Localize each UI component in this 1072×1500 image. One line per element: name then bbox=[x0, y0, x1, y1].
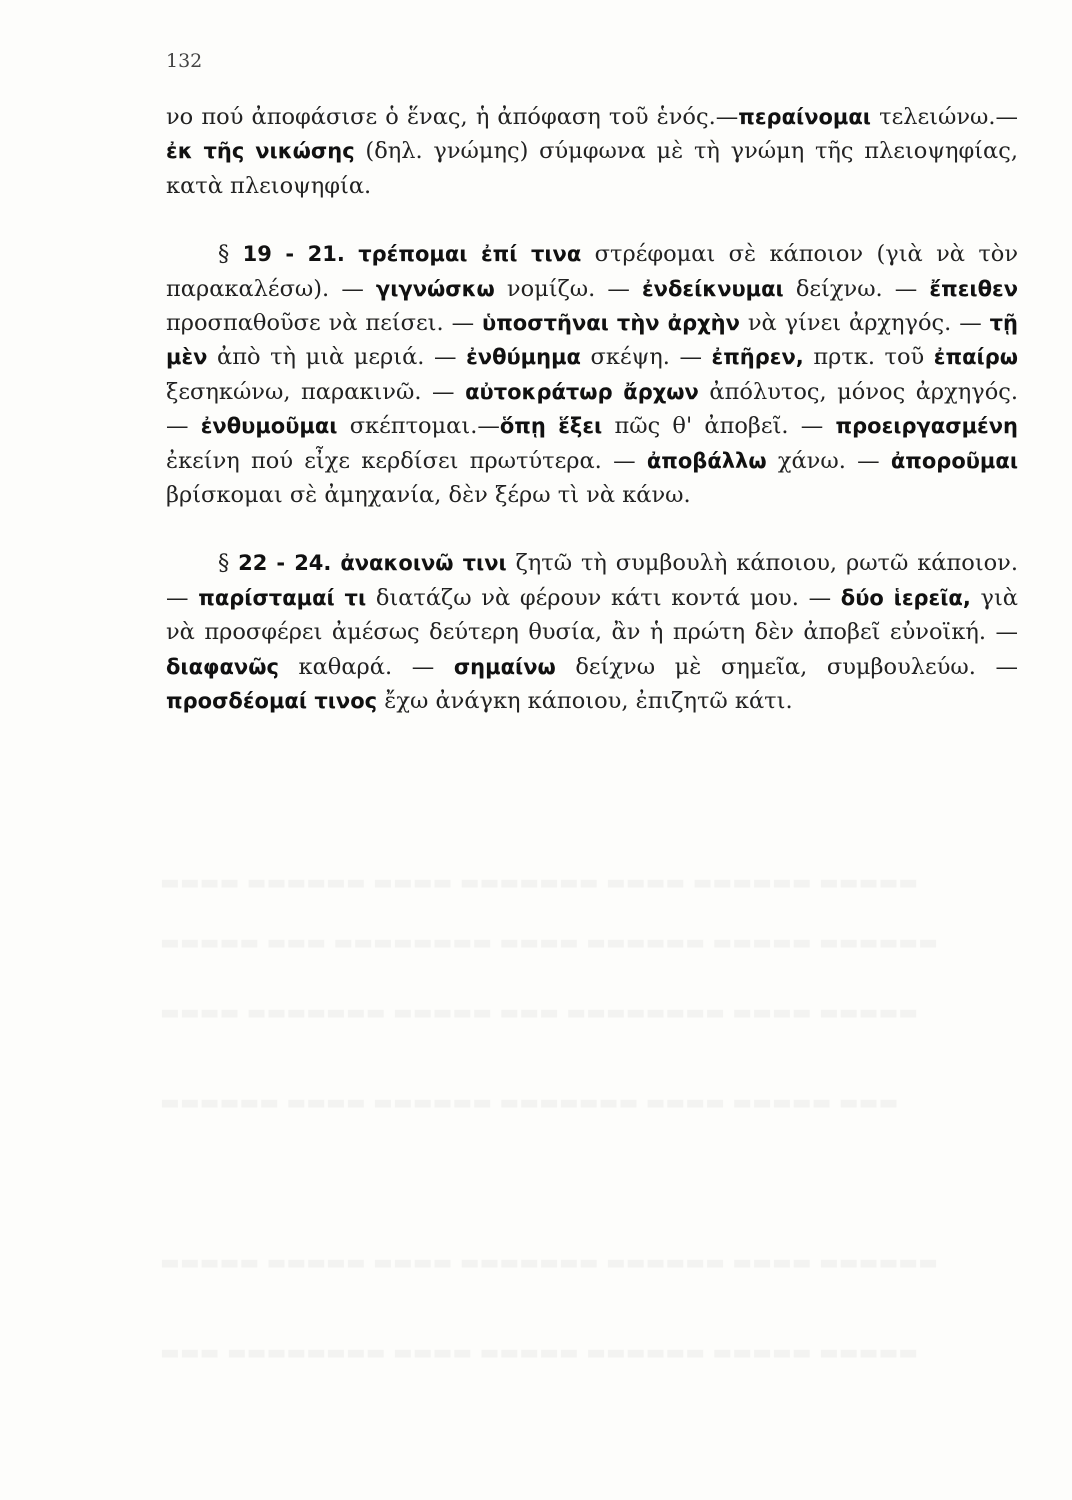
headword: αὐτοκράτωρ ἄρχων bbox=[465, 379, 699, 404]
headword: γιγνώσκω bbox=[375, 276, 495, 301]
headword: τῇ μὲν bbox=[166, 311, 1018, 370]
headword: ἐνδείκνυμαι bbox=[641, 276, 784, 301]
gloss-text: § bbox=[218, 241, 243, 268]
gloss-text: πῶς θ' ἀποβεῖ. — bbox=[602, 413, 836, 440]
headword: ἐνθύμημα bbox=[466, 345, 581, 370]
gloss-text: βρίσκομαι σὲ ἀμηχανία, δὲν ξέρω τὶ νὰ κάνω. bbox=[166, 482, 691, 509]
gloss-text: (δηλ. γνώμης) σύμφωνα μὲ τὴ γνώμη τῆς πλειοψηφίας, κατὰ πλειοψηφία. bbox=[166, 138, 1018, 199]
headword: διαφανῶς bbox=[166, 654, 279, 679]
gloss-text: πρτκ. τοῦ bbox=[803, 344, 934, 371]
gloss-text: § bbox=[218, 550, 239, 577]
headword: ὅπῃ ἕξει bbox=[499, 414, 603, 439]
gloss-text: καθαρά. — bbox=[278, 653, 454, 680]
gloss-text: ζητῶ τὴ συμβουλὴ κάποιου, ρωτῶ κάποιον. — bbox=[166, 550, 1019, 611]
headword: τρέπομαι ἐπί τινα bbox=[358, 242, 582, 267]
headword: προειργασμένη bbox=[835, 414, 1018, 439]
headword: ἐπαίρω bbox=[933, 345, 1018, 370]
gloss-text: ἀπόλυτος, μόνος ἀρχηγός. — bbox=[166, 378, 1019, 440]
bleed-through bbox=[160, 870, 1020, 894]
bleed-through bbox=[160, 1090, 1020, 1114]
paragraph-section-19-21 bbox=[166, 237, 1018, 512]
gloss-text: ξεσηκώνω, παρακινῶ. — bbox=[166, 378, 466, 405]
gloss-text: προσπαθοῦσε νὰ πείσει. — bbox=[166, 310, 483, 337]
gloss-text: νομίζω. — bbox=[494, 275, 642, 302]
bleed-through bbox=[160, 1340, 1020, 1364]
gloss-text: χάνω. — bbox=[766, 447, 891, 474]
gloss-text: ἀπὸ τὴ μιὰ μεριά. — bbox=[207, 344, 467, 371]
bleed-through bbox=[160, 930, 1020, 954]
bleed-through bbox=[160, 1250, 1020, 1274]
headword: ἐκ τῆς νικώσης bbox=[166, 139, 355, 164]
gloss-text: νο πού ἀποφάσισε ὁ ἕνας, ἡ ἀπόφαση τοῦ ἑνός.— bbox=[166, 104, 739, 130]
gloss-text: δείχνω. — bbox=[783, 275, 930, 302]
gloss-text bbox=[331, 550, 340, 576]
headword: περαίνομαι bbox=[738, 105, 871, 129]
gloss-text: σκέψη. — bbox=[580, 344, 712, 371]
gloss-text: τελειώνω.— bbox=[871, 104, 1019, 130]
gloss-text: διατάζω νὰ φέρουν κάτι κοντά μου. — bbox=[366, 584, 841, 611]
headword: ἐπῆρεν, bbox=[711, 345, 804, 370]
headword: 19 - 21. bbox=[242, 242, 345, 267]
gloss-text: ἐκείνη πού εἶχε κερδίσει πρωτύτερα. — bbox=[166, 447, 647, 474]
headword: ἐνθυμοῦμαι bbox=[200, 414, 338, 439]
page-number: 132 bbox=[166, 50, 203, 72]
gloss-text: στρέφομαι σὲ κάποιον (γιὰ νὰ τὸν παρακαλέσω). — bbox=[166, 241, 1018, 302]
paragraph-continuation bbox=[166, 100, 1018, 203]
headword: σημαίνω bbox=[453, 654, 556, 679]
gloss-text bbox=[345, 241, 358, 267]
headword: προσδέομαί τινος bbox=[166, 689, 378, 714]
headword: δύο ἱερεῖα, bbox=[840, 585, 971, 610]
main-text bbox=[166, 100, 1018, 719]
gloss-text: γιὰ νὰ προσφέρει ἀμέσως δεύτερη θυσία, ἂν ἡ πρώτη δὲν ἀποβεῖ εὐνοϊκή. — bbox=[166, 584, 1018, 646]
gloss-text: νὰ γίνει ἀρχηγός. — bbox=[739, 310, 990, 337]
gloss-text: ἔχω ἀνάγκη κάποιου, ἐπιζητῶ κάτι. bbox=[377, 688, 793, 715]
gloss-text: σκέπτομαι.— bbox=[337, 413, 500, 440]
headword: παρίσταμαί τι bbox=[198, 585, 367, 610]
headword: ἔπειθεν bbox=[929, 276, 1018, 301]
paragraph-section-22-24 bbox=[166, 546, 1018, 718]
headword: 22 - 24. bbox=[238, 551, 332, 576]
headword: ἀποβάλλω bbox=[646, 448, 767, 473]
headword: ἀνακοινῶ τινι bbox=[340, 551, 507, 576]
headword: ἀποροῦμαι bbox=[890, 448, 1018, 473]
gloss-text: δείχνω μὲ σημεῖα, συμβουλεύω. — bbox=[555, 653, 1018, 680]
headword: ὑποστῆναι τὴν ἀρχὴν bbox=[482, 311, 740, 336]
bleed-through bbox=[160, 1000, 1020, 1024]
